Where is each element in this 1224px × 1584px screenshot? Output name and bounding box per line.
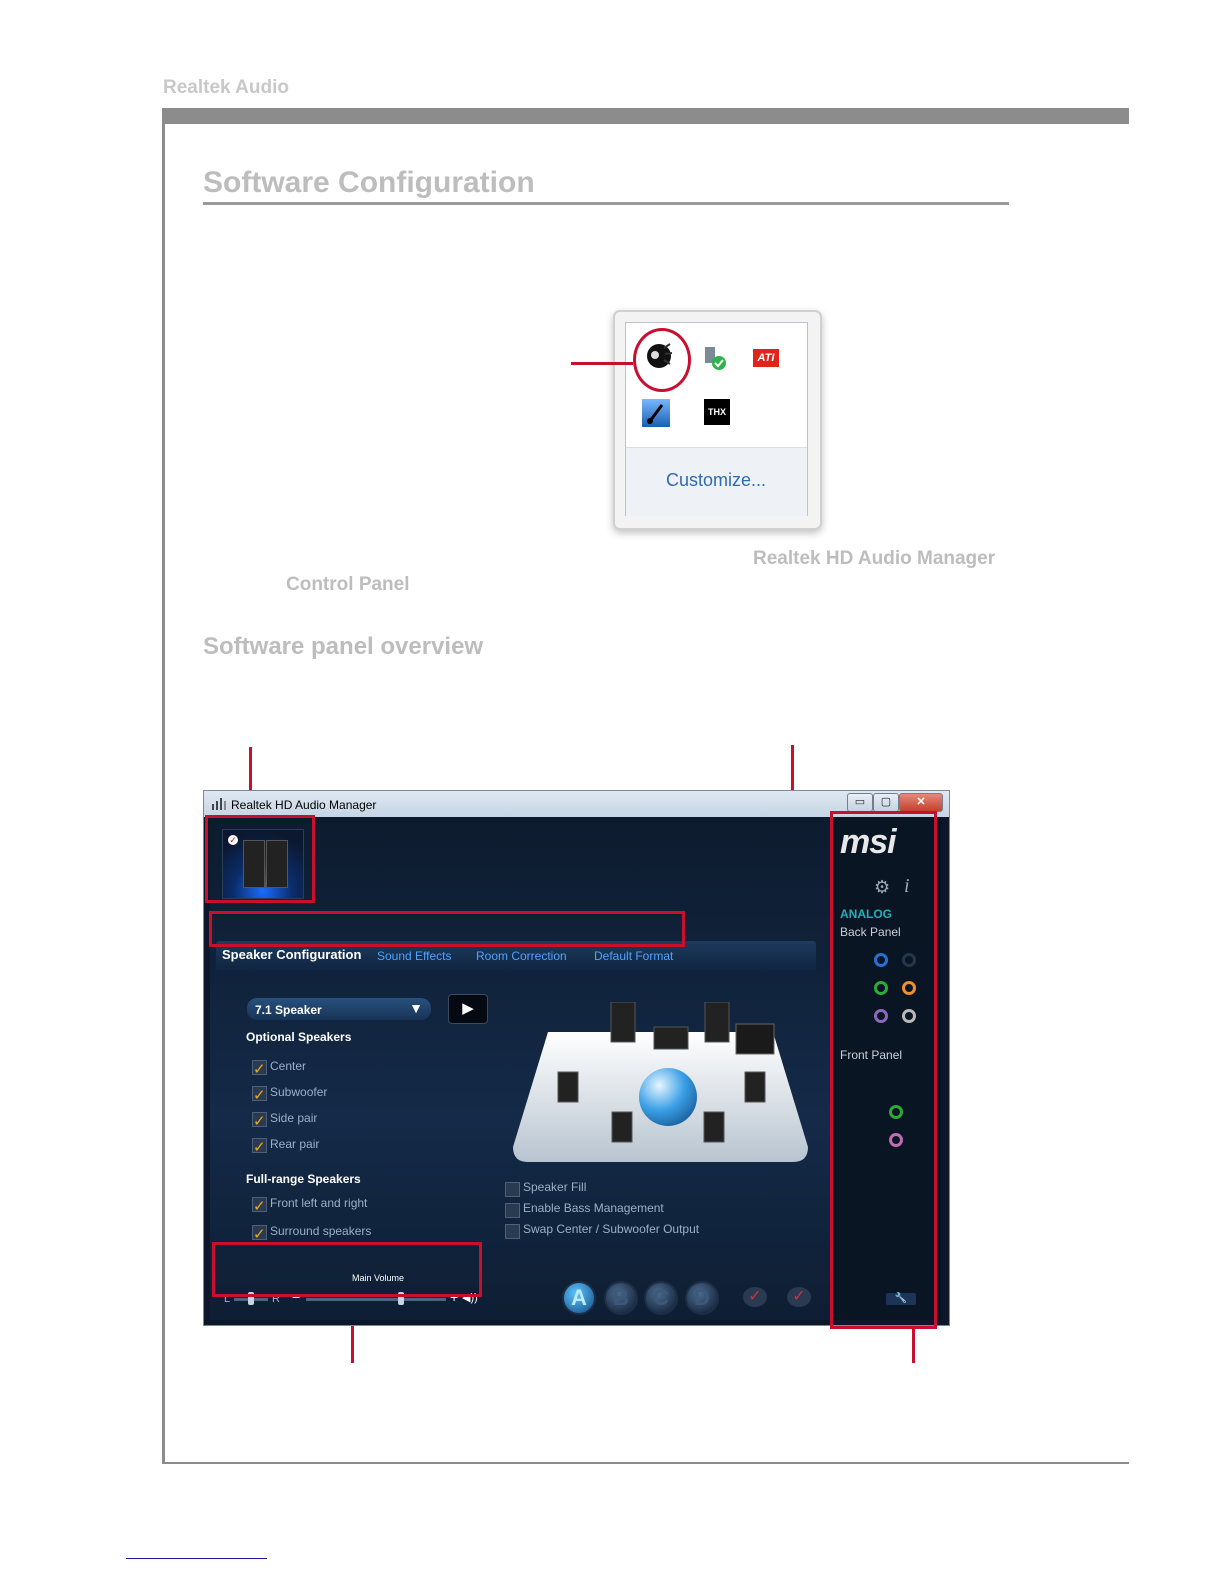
tab-default-format[interactable]: Default Format [594,949,674,963]
front-panel-label: Front Panel [840,1048,903,1062]
left-rule [162,108,165,1464]
ati-icon[interactable]: ATI [753,349,779,367]
side-pair-label: Side pair [270,1111,318,1125]
maximize-button[interactable]: ▢ [873,793,899,812]
center-checkbox[interactable]: ✓ [253,1061,266,1078]
swap-center-label: Swap Center / Subwoofer Output [523,1222,700,1236]
tab-room-correction[interactable]: Room Correction [476,949,567,963]
caption-manager-name: Realtek HD Audio Manager [753,548,996,569]
customize-link[interactable]: Customize... [666,470,767,490]
side-pair-checkbox[interactable]: ✓ [253,1113,266,1130]
balance-left-label: L [224,1293,231,1305]
analog-label: ANALOG [840,907,892,921]
info-icon[interactable]: i [904,875,910,897]
bass-management-checkbox[interactable] [505,1203,520,1218]
header-label: Realtek Audio [163,77,289,98]
chevron-down-icon: ▼ [409,1000,423,1016]
tabs-callout-box [209,911,685,947]
profile-c-button[interactable]: C [644,1281,678,1315]
front-lr-label: Front left and right [270,1196,368,1210]
header-bar [163,108,1129,124]
speaker-config-select[interactable] [247,998,431,1020]
speaker-app-icon [211,797,227,816]
tray-callout-line [571,362,633,365]
tray-icon-callout-circle [633,328,691,392]
music-note-icon[interactable] [642,399,670,427]
subwoofer-label: Subwoofer [270,1085,328,1099]
play-test-button[interactable]: ▶ [448,994,488,1024]
usb-safe-remove-icon[interactable] [701,345,729,378]
msi-logo: msi [840,823,896,861]
tray-customize-area [626,447,807,516]
volume-callout-box [212,1242,482,1297]
speaker-layout-stage [508,1002,813,1172]
thx-icon[interactable]: THX [704,399,730,425]
speaker-config-value: 7.1 Speaker [255,1003,322,1017]
balance-right-label: R [272,1293,280,1305]
tab-sound-effects[interactable]: Sound Effects [377,949,452,963]
device-callout-box [205,815,315,903]
sidepanel-callout-box [830,811,937,1329]
back-panel-label: Back Panel [840,925,901,939]
fullrange-speakers-title: Full-range Speakers [246,1172,361,1186]
rear-pair-checkbox[interactable]: ✓ [253,1139,266,1156]
profile-a-button[interactable]: A [562,1281,596,1315]
speaker-fill-label: Speaker Fill [523,1180,587,1194]
rear-pair-label: Rear pair [270,1137,320,1151]
volume-track [306,1298,446,1301]
front-lr-checkbox[interactable]: ✓ [253,1198,266,1215]
callout-line-sidepanel [912,1327,915,1363]
section-title: Software Configuration [203,166,535,199]
surround-checkbox[interactable]: ✓ [253,1226,266,1243]
profile-b-button[interactable]: B [604,1281,638,1315]
volume-minus-icon[interactable]: − [292,1289,301,1305]
minimize-button[interactable]: ▭ [847,793,873,812]
main-volume-label: Main Volume [352,1273,405,1283]
speaker-fill-checkbox[interactable] [505,1182,520,1197]
device-default-check-icon: ✓ [229,835,237,845]
wrench-icon[interactable]: 🔧 [886,1293,916,1305]
footer-line [126,1558,267,1559]
optional-speakers-title: Optional Speakers [246,1030,352,1044]
overview-title: Software panel overview [203,633,484,660]
surround-label: Surround speakers [270,1224,372,1238]
close-button[interactable]: ✕ [899,793,943,812]
volume-plus-icon[interactable]: + [450,1289,459,1305]
section-title-rule [203,202,1009,205]
bottom-rule [163,1462,1129,1464]
speaker-volume-icon[interactable]: ◀)) [462,1292,478,1304]
caption-control-panel: Control Panel [286,574,410,595]
center-label: Center [270,1059,307,1073]
profile-d-button[interactable]: D [685,1281,719,1315]
subwoofer-checkbox[interactable]: ✓ [253,1087,266,1104]
tab-speaker-configuration[interactable]: Speaker Configuration [222,947,362,962]
listener-sphere[interactable] [639,1068,697,1126]
swap-center-checkbox[interactable] [505,1224,520,1239]
check-alt-icon[interactable]: ✓ [787,1287,811,1307]
bass-management-label: Enable Bass Management [523,1201,664,1215]
check-default-icon[interactable]: ✓ [743,1287,767,1307]
window-title: Realtek HD Audio Manager [231,798,377,812]
gear-icon[interactable]: ⚙ [874,877,891,897]
